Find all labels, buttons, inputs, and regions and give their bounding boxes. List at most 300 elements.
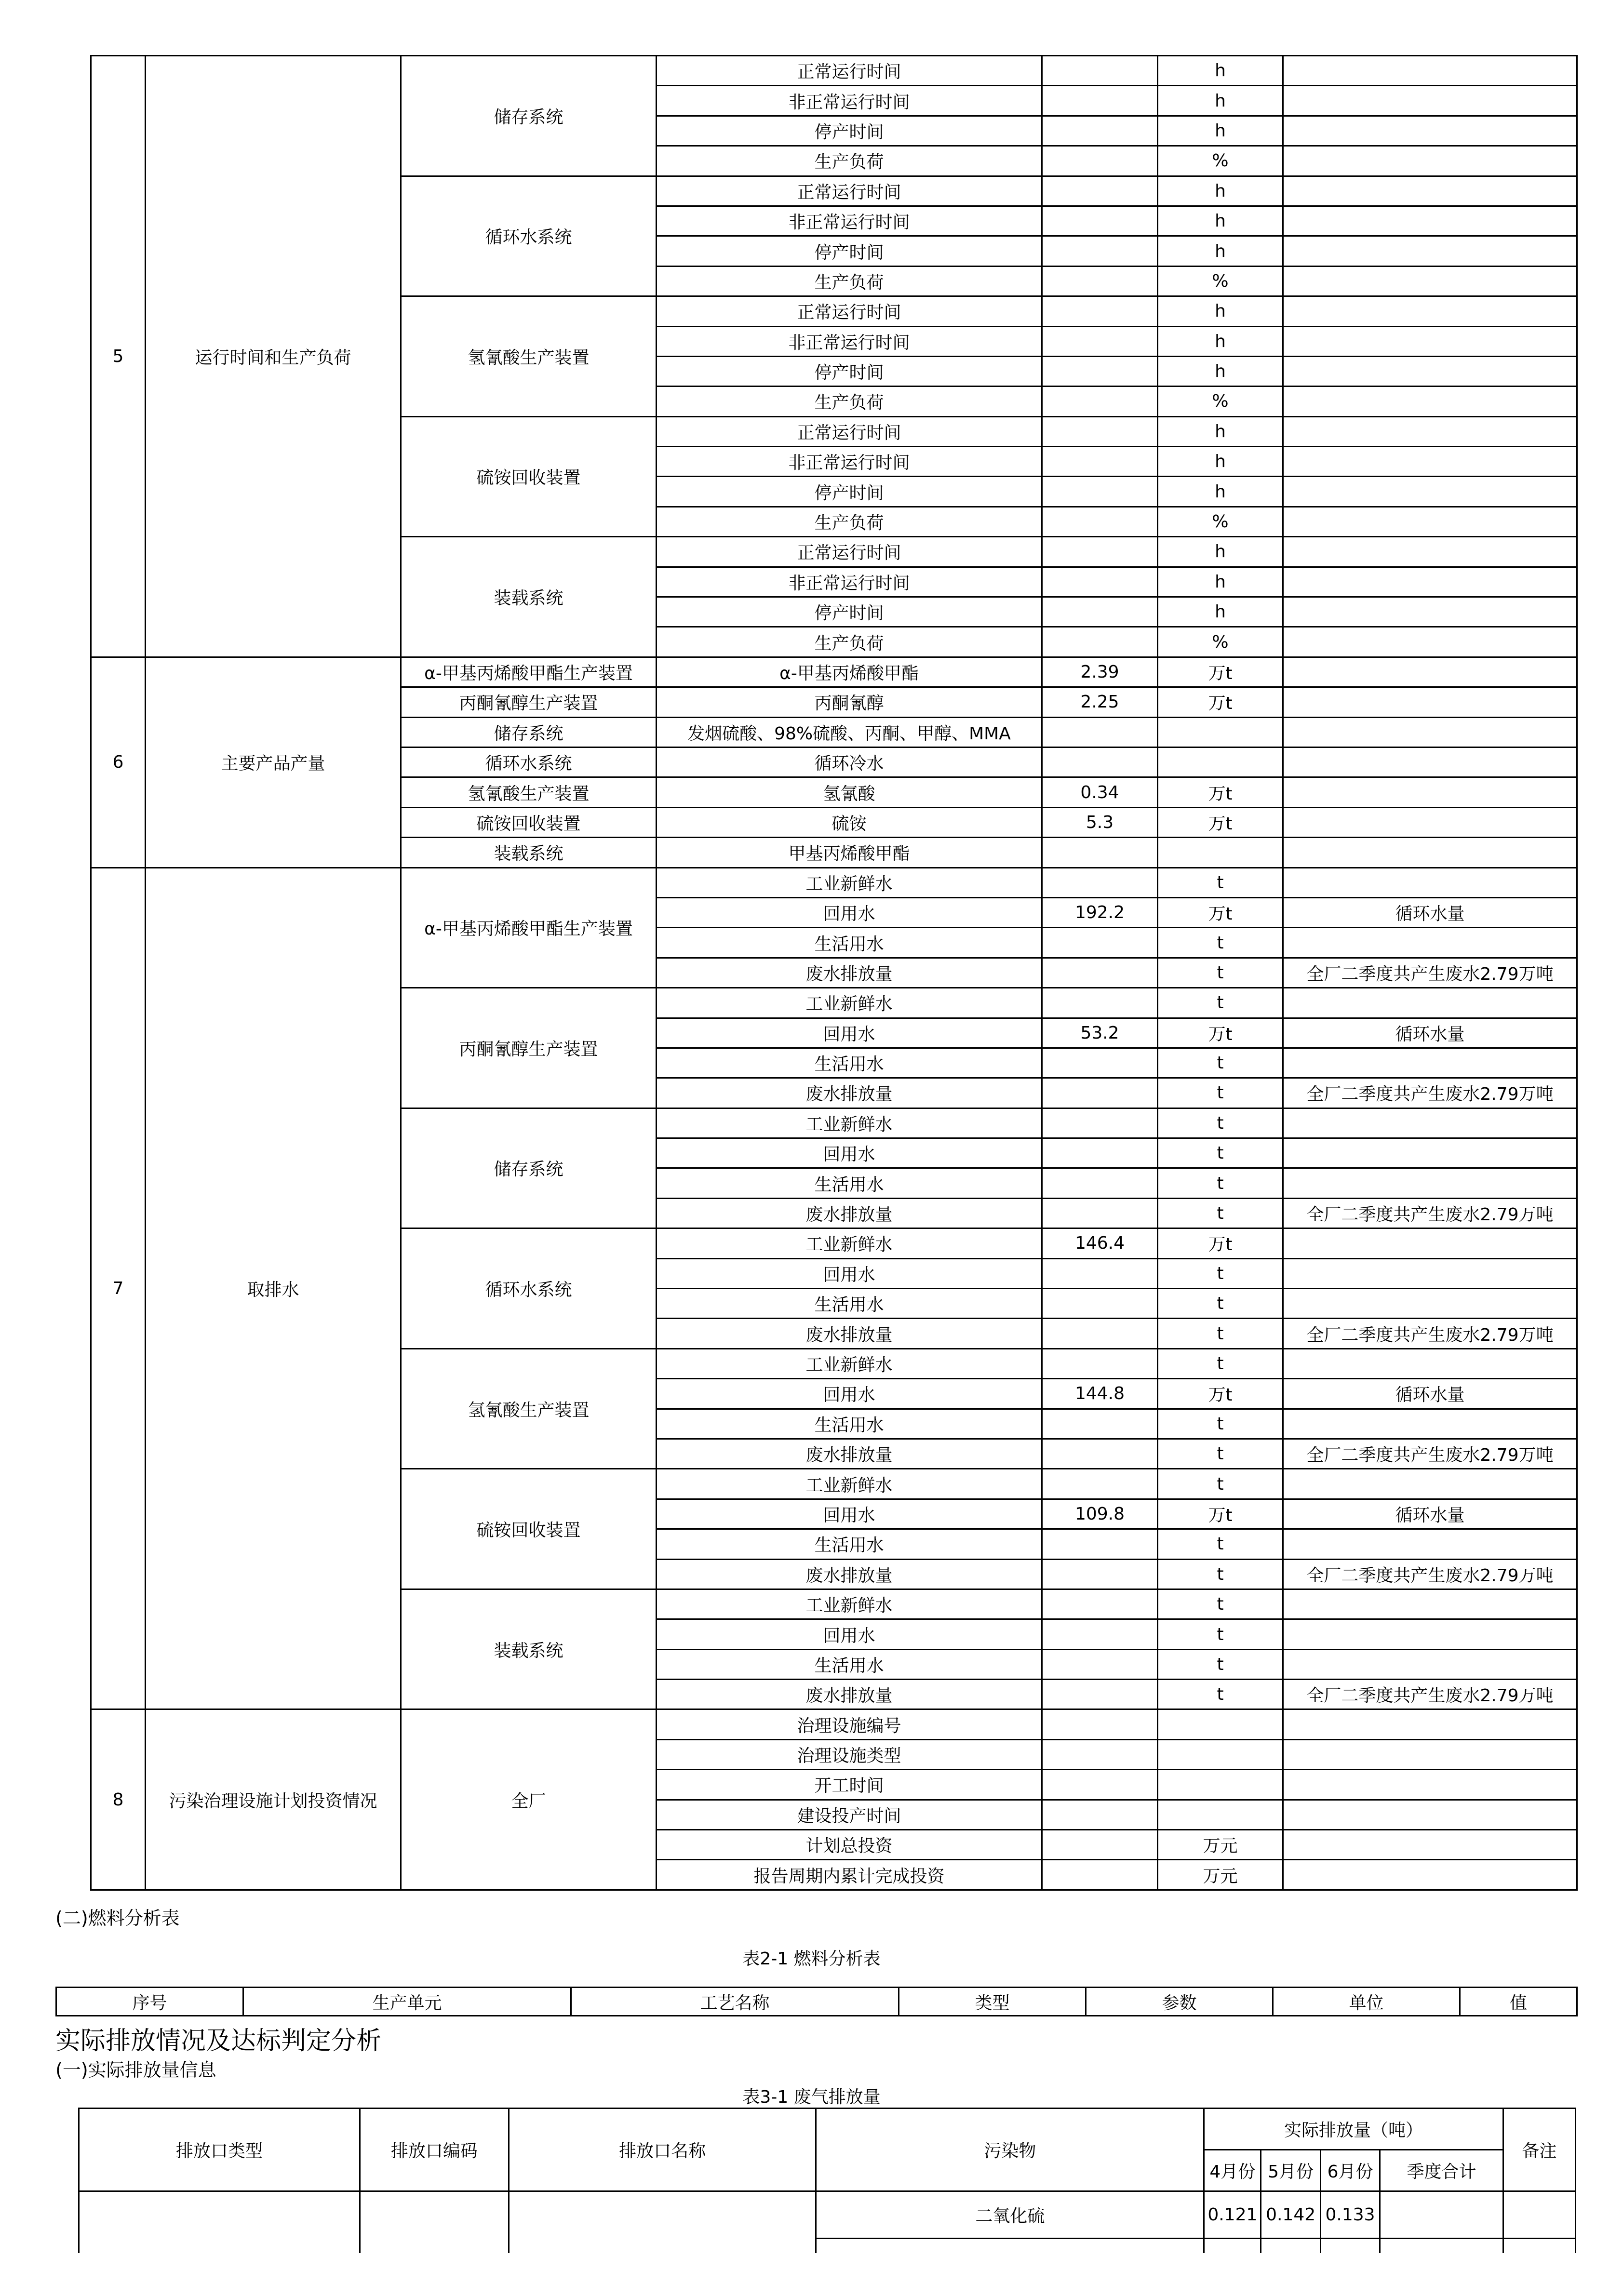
note-cell	[1283, 1529, 1577, 1559]
value-cell: 5.3	[1042, 807, 1158, 837]
unit-cell: %	[1158, 146, 1283, 176]
item-cell: 非正常运行时间	[657, 567, 1042, 597]
note-cell	[1283, 1649, 1577, 1679]
value-cell	[1042, 1108, 1158, 1138]
item-cell: α-甲基丙烯酸甲酯	[657, 657, 1042, 687]
note-cell	[1283, 56, 1577, 86]
value-cell	[1380, 2191, 1503, 2239]
table-row	[91, 1709, 1577, 1739]
unit-cell: h	[1158, 356, 1283, 386]
group-name-cell: 取排水	[146, 868, 401, 1709]
item-cell: 生活用水	[657, 928, 1042, 958]
group-number-cell: 7	[91, 868, 146, 1709]
value-cell	[1042, 1770, 1158, 1800]
unit-cell	[1158, 1800, 1283, 1829]
note-cell	[1283, 1168, 1577, 1198]
value-cell	[1042, 477, 1158, 507]
value-cell	[1042, 1739, 1158, 1769]
unit-cell: 万t	[1158, 897, 1283, 927]
item-cell: 非正常运行时间	[657, 86, 1042, 116]
group-name-cell: 污染治理设施计划投资情况	[146, 1709, 401, 1890]
unit-cell: t	[1158, 1258, 1283, 1288]
note-cell	[1283, 1860, 1577, 1890]
note-cell	[1283, 477, 1577, 507]
item-cell: 正常运行时间	[657, 296, 1042, 326]
item-cell: 废水排放量	[657, 1439, 1042, 1468]
item-cell: 回用水	[657, 1018, 1042, 1048]
unit-cell: t	[1158, 1409, 1283, 1439]
unit-cell: h	[1158, 477, 1283, 507]
value-cell	[1042, 266, 1158, 296]
unit-name-cell: 装载系统	[401, 537, 657, 657]
value-cell: 109.8	[1042, 1499, 1158, 1529]
value-cell: 146.4	[1042, 1228, 1158, 1258]
item-cell: 生活用水	[657, 1289, 1042, 1319]
note-cell	[1283, 597, 1577, 627]
unit-cell: h	[1158, 116, 1283, 146]
item-cell: 停产时间	[657, 597, 1042, 627]
unit-cell: t	[1158, 1529, 1283, 1559]
note-cell	[1283, 1348, 1577, 1378]
item-cell: 生活用水	[657, 1409, 1042, 1439]
unit-cell: %	[1158, 627, 1283, 657]
unit-cell: h	[1158, 326, 1283, 356]
value-cell	[1042, 206, 1158, 236]
item-cell: 正常运行时间	[657, 416, 1042, 446]
unit-cell: t	[1158, 1168, 1283, 1198]
item-cell: 生产负荷	[657, 266, 1042, 296]
note-cell: 全厂二季度共产生废水2.79万吨	[1283, 1559, 1577, 1589]
unit-name-cell: 循环水系统	[401, 176, 657, 296]
unit-cell: t	[1158, 1469, 1283, 1499]
note-cell	[1283, 1469, 1577, 1499]
note-cell	[1283, 1739, 1577, 1769]
item-cell: 工业新鲜水	[657, 1228, 1042, 1258]
value-cell	[1042, 56, 1158, 86]
value-cell	[1042, 1830, 1158, 1860]
header-cell: 值	[1460, 1988, 1577, 2016]
header-cell: 单位	[1273, 1988, 1460, 2016]
item-cell: 发烟硫酸、98%硫酸、丙酮、甲醇、MMA	[657, 717, 1042, 747]
unit-cell: h	[1158, 447, 1283, 477]
unit-cell: h	[1158, 416, 1283, 446]
unit-cell	[1158, 838, 1283, 868]
value-cell	[1042, 296, 1158, 326]
subsection-heading-actual: (一)实际排放量信息	[55, 2059, 216, 2081]
unit-cell: 万t	[1158, 657, 1283, 687]
unit-cell	[1158, 1739, 1283, 1769]
item-cell: 工业新鲜水	[657, 868, 1042, 897]
unit-cell: %	[1158, 266, 1283, 296]
unit-cell: 万t	[1158, 1379, 1283, 1409]
table-row	[91, 56, 1577, 86]
item-cell: 硫铵	[657, 807, 1042, 837]
note-cell: 全厂二季度共产生废水2.79万吨	[1283, 1439, 1577, 1468]
unit-name-cell: α-甲基丙烯酸甲酯生产装置	[401, 657, 657, 687]
value-cell	[1042, 507, 1158, 536]
value-cell	[1042, 1198, 1158, 1228]
value-cell	[1042, 416, 1158, 446]
value-cell	[1042, 1619, 1158, 1649]
unit-name-cell: 循环水系统	[401, 747, 657, 777]
item-cell: 生产负荷	[657, 507, 1042, 536]
table-row	[91, 657, 1577, 687]
value-cell	[1042, 387, 1158, 416]
value-cell	[1042, 958, 1158, 988]
note-cell	[1283, 988, 1577, 1018]
unit-cell	[1158, 747, 1283, 777]
value-cell	[1042, 747, 1158, 777]
table-caption-fuel: 表2-1 燃料分析表	[742, 1949, 881, 1969]
value-cell	[1042, 597, 1158, 627]
unit-cell: 万t	[1158, 807, 1283, 837]
item-cell: 正常运行时间	[657, 56, 1042, 86]
header-actual-emission: 实际排放量（吨）	[1204, 2109, 1503, 2150]
note-cell	[1283, 86, 1577, 116]
note-cell	[1283, 296, 1577, 326]
note-cell	[1283, 387, 1577, 416]
header-quarter-total: 季度合计	[1380, 2150, 1503, 2191]
note-cell	[1283, 567, 1577, 597]
note-cell	[1283, 1709, 1577, 1739]
value-cell: 144.8	[1042, 1379, 1158, 1409]
note-cell	[1283, 1048, 1577, 1078]
unit-name-cell: 装载系统	[401, 838, 657, 868]
item-cell: 工业新鲜水	[657, 1589, 1042, 1619]
unit-cell: 万t	[1158, 1018, 1283, 1048]
table-row	[91, 868, 1577, 897]
value-cell	[1042, 1258, 1158, 1288]
unit-cell: 万t	[1158, 1499, 1283, 1529]
value-cell	[1042, 1439, 1158, 1468]
unit-name-cell: 丙酮氰醇生产装置	[401, 687, 657, 717]
note-cell	[1503, 2191, 1575, 2239]
item-cell: 回用水	[657, 897, 1042, 927]
note-cell	[1283, 928, 1577, 958]
value-cell	[1042, 116, 1158, 146]
note-cell: 循环水量	[1283, 1379, 1577, 1409]
item-cell: 废水排放量	[657, 958, 1042, 988]
item-cell: 工业新鲜水	[657, 1348, 1042, 1378]
unit-cell: h	[1158, 537, 1283, 567]
note-cell	[1283, 1770, 1577, 1800]
unit-cell: h	[1158, 597, 1283, 627]
item-cell: 非正常运行时间	[657, 326, 1042, 356]
note-cell: 全厂二季度共产生废水2.79万吨	[1283, 1198, 1577, 1228]
note-cell	[1283, 1108, 1577, 1138]
value-cell	[1042, 176, 1158, 206]
item-cell: 生产负荷	[657, 146, 1042, 176]
unit-cell: 万t	[1158, 777, 1283, 807]
item-cell: 生活用水	[657, 1168, 1042, 1198]
value-cell	[1042, 1469, 1158, 1499]
note-cell	[1283, 1258, 1577, 1288]
note-cell	[1283, 1409, 1577, 1439]
note-cell	[1283, 266, 1577, 296]
unit-cell: h	[1158, 236, 1283, 266]
note-cell	[1283, 1228, 1577, 1258]
item-cell: 氢氰酸	[657, 777, 1042, 807]
unit-name-cell: 硫铵回收装置	[401, 416, 657, 537]
item-cell: 停产时间	[657, 477, 1042, 507]
value-cell	[1042, 1289, 1158, 1319]
unit-name-cell: 全厂	[401, 1709, 657, 1890]
value-cell: 0.121	[1204, 2191, 1261, 2239]
value-cell	[1042, 146, 1158, 176]
unit-name-cell: α-甲基丙烯酸甲酯生产装置	[401, 868, 657, 988]
header-pollutant: 污染物	[816, 2109, 1204, 2191]
note-cell	[1283, 717, 1577, 747]
item-cell: 工业新鲜水	[657, 1469, 1042, 1499]
unit-cell: t	[1158, 1619, 1283, 1649]
unit-cell: t	[1158, 1138, 1283, 1168]
value-cell	[1042, 567, 1158, 597]
group-number-cell: 6	[91, 657, 146, 868]
note-cell	[1283, 687, 1577, 717]
item-cell: 治理设施类型	[657, 1739, 1042, 1769]
unit-cell: %	[1158, 507, 1283, 536]
unit-cell: t	[1158, 1108, 1283, 1138]
header-outlet-code: 排放口编码	[360, 2109, 509, 2191]
unit-cell: t	[1158, 1198, 1283, 1228]
unit-cell: 万t	[1158, 687, 1283, 717]
note-cell	[1283, 657, 1577, 687]
item-cell: 生活用水	[657, 1048, 1042, 1078]
header-cell: 参数	[1086, 1988, 1273, 2016]
note-cell: 全厂二季度共产生废水2.79万吨	[1283, 1319, 1577, 1348]
item-cell: 循环冷水	[657, 747, 1042, 777]
item-cell: 计划总投资	[657, 1830, 1042, 1860]
value-cell	[1042, 236, 1158, 266]
note-cell	[1283, 747, 1577, 777]
value-cell	[1042, 717, 1158, 747]
header-month: 4月份	[1204, 2150, 1261, 2191]
note-cell	[1283, 1138, 1577, 1168]
value-cell	[1042, 86, 1158, 116]
value-cell	[1042, 1709, 1158, 1739]
note-cell	[1283, 1800, 1577, 1829]
value-cell: 0.34	[1042, 777, 1158, 807]
unit-cell: t	[1158, 868, 1283, 897]
item-cell: 回用水	[657, 1499, 1042, 1529]
unit-cell: t	[1158, 1319, 1283, 1348]
header-outlet-name: 排放口名称	[509, 2109, 816, 2191]
fuel-table-header-row	[56, 1988, 1577, 2016]
value-cell	[1042, 1048, 1158, 1078]
item-cell: 治理设施编号	[657, 1709, 1042, 1739]
note-cell	[1283, 206, 1577, 236]
unit-cell: t	[1158, 958, 1283, 988]
item-cell: 生产负荷	[657, 627, 1042, 657]
item-cell: 工业新鲜水	[657, 988, 1042, 1018]
item-cell: 建设投产时间	[657, 1800, 1042, 1829]
note-cell	[1283, 1619, 1577, 1649]
unit-cell: t	[1158, 1289, 1283, 1319]
unit-name-cell: 氢氰酸生产装置	[401, 777, 657, 807]
item-cell: 非正常运行时间	[657, 447, 1042, 477]
header-month: 6月份	[1320, 2150, 1380, 2191]
value-cell	[1042, 1138, 1158, 1168]
unit-cell: h	[1158, 206, 1283, 236]
value-cell	[1042, 838, 1158, 868]
note-cell	[1283, 176, 1577, 206]
note-cell	[1283, 1289, 1577, 1319]
value-cell	[1042, 537, 1158, 567]
value-cell	[1042, 447, 1158, 477]
value-cell	[1042, 627, 1158, 657]
note-cell	[1283, 236, 1577, 266]
value-cell	[1042, 356, 1158, 386]
note-cell	[1283, 868, 1577, 897]
unit-cell	[1158, 1770, 1283, 1800]
value-cell	[1042, 1860, 1158, 1890]
unit-cell: h	[1158, 567, 1283, 597]
note-cell	[1283, 537, 1577, 567]
item-cell: 正常运行时间	[657, 537, 1042, 567]
unit-name-cell: 氢氰酸生产装置	[401, 296, 657, 417]
value-cell: 0.142	[1261, 2191, 1320, 2239]
unit-cell: h	[1158, 56, 1283, 86]
unit-cell: t	[1158, 1559, 1283, 1589]
value-cell	[1042, 1559, 1158, 1589]
unit-cell: t	[1158, 1078, 1283, 1108]
item-cell: 废水排放量	[657, 1198, 1042, 1228]
item-cell: 回用水	[657, 1258, 1042, 1288]
note-cell	[1283, 356, 1577, 386]
header-note: 备注	[1503, 2109, 1575, 2191]
value-cell	[1042, 1680, 1158, 1709]
note-cell: 全厂二季度共产生废水2.79万吨	[1283, 1078, 1577, 1108]
header-cell: 序号	[56, 1988, 243, 2016]
header-outlet-type: 排放口类型	[79, 2109, 360, 2191]
note-cell	[1283, 838, 1577, 868]
item-cell: 停产时间	[657, 116, 1042, 146]
unit-name-cell: 丙酮氰醇生产装置	[401, 988, 657, 1108]
table-row	[79, 2191, 1576, 2239]
unit-cell	[1158, 1709, 1283, 1739]
pollutant-cell: 二氧化硫	[816, 2191, 1204, 2239]
item-cell: 停产时间	[657, 236, 1042, 266]
note-cell: 循环水量	[1283, 897, 1577, 927]
note-cell	[1283, 116, 1577, 146]
note-cell	[1283, 447, 1577, 477]
item-cell: 停产时间	[657, 356, 1042, 386]
unit-cell: t	[1158, 1439, 1283, 1468]
unit-cell: t	[1158, 928, 1283, 958]
value-cell: 53.2	[1042, 1018, 1158, 1048]
value-cell	[1042, 1409, 1158, 1439]
unit-cell: t	[1158, 1048, 1283, 1078]
section-heading-emissions: 实际排放情况及达标判定分析	[55, 2027, 382, 2056]
value-cell	[1042, 1800, 1158, 1829]
item-cell: 正常运行时间	[657, 176, 1042, 206]
section-heading-fuel: (二)燃料分析表	[55, 1908, 180, 1929]
unit-cell: t	[1158, 1589, 1283, 1619]
note-cell	[1283, 416, 1577, 446]
unit-name-cell: 储存系统	[401, 717, 657, 747]
item-cell: 工业新鲜水	[657, 1108, 1042, 1138]
item-cell: 回用水	[657, 1379, 1042, 1409]
note-cell	[1283, 146, 1577, 176]
note-cell: 全厂二季度共产生废水2.79万吨	[1283, 1680, 1577, 1709]
unit-cell: h	[1158, 296, 1283, 326]
unit-cell: t	[1158, 1680, 1283, 1709]
unit-cell: h	[1158, 176, 1283, 206]
value-cell	[1042, 928, 1158, 958]
value-cell	[1042, 1529, 1158, 1559]
note-cell	[1283, 627, 1577, 657]
operation-data-table	[90, 55, 1578, 1891]
note-cell	[1283, 507, 1577, 536]
unit-cell: 万元	[1158, 1860, 1283, 1890]
header-cell: 工艺名称	[571, 1988, 899, 2016]
group-number-cell: 8	[91, 1709, 146, 1890]
value-cell	[1042, 988, 1158, 1018]
unit-cell: h	[1158, 86, 1283, 116]
item-cell: 甲基丙烯酸甲酯	[657, 838, 1042, 868]
item-cell: 丙酮氰醇	[657, 687, 1042, 717]
fuel-analysis-table	[55, 1987, 1578, 2016]
unit-cell: t	[1158, 1649, 1283, 1679]
item-cell: 非正常运行时间	[657, 206, 1042, 236]
value-cell	[1042, 1589, 1158, 1619]
value-cell	[1042, 1649, 1158, 1679]
value-cell: 0.133	[1320, 2191, 1380, 2239]
note-cell: 循环水量	[1283, 1499, 1577, 1529]
table-caption-gas: 表3-1 废气排放量	[742, 2087, 881, 2107]
note-cell	[1283, 807, 1577, 837]
item-cell: 废水排放量	[657, 1680, 1042, 1709]
note-cell	[1283, 777, 1577, 807]
item-cell: 开工时间	[657, 1770, 1042, 1800]
item-cell: 生活用水	[657, 1649, 1042, 1679]
unit-name-cell: 装载系统	[401, 1589, 657, 1709]
item-cell: 回用水	[657, 1138, 1042, 1168]
value-cell: 2.39	[1042, 657, 1158, 687]
item-cell: 废水排放量	[657, 1319, 1042, 1348]
group-name-cell: 运行时间和生产负荷	[146, 56, 401, 657]
unit-cell: 万t	[1158, 1228, 1283, 1258]
unit-name-cell: 硫铵回收装置	[401, 807, 657, 837]
value-cell: 192.2	[1042, 897, 1158, 927]
item-cell: 报告周期内累计完成投资	[657, 1860, 1042, 1890]
value-cell: 2.25	[1042, 687, 1158, 717]
unit-cell: 万元	[1158, 1830, 1283, 1860]
value-cell	[1042, 1078, 1158, 1108]
note-cell: 全厂二季度共产生废水2.79万吨	[1283, 958, 1577, 988]
header-cell: 生产单元	[243, 1988, 571, 2016]
header-cell: 类型	[899, 1988, 1086, 2016]
value-cell	[1042, 1348, 1158, 1378]
note-cell	[1283, 1830, 1577, 1860]
unit-name-cell: 储存系统	[401, 56, 657, 176]
gas-header-row-1	[79, 2109, 1576, 2150]
item-cell: 废水排放量	[657, 1078, 1042, 1108]
item-cell: 回用水	[657, 1619, 1042, 1649]
unit-cell	[1158, 717, 1283, 747]
unit-cell: t	[1158, 1348, 1283, 1378]
item-cell: 生产负荷	[657, 387, 1042, 416]
unit-cell: %	[1158, 387, 1283, 416]
item-cell: 废水排放量	[657, 1559, 1042, 1589]
value-cell	[1042, 1319, 1158, 1348]
group-name-cell: 主要产品产量	[146, 657, 401, 868]
unit-name-cell: 硫铵回收装置	[401, 1469, 657, 1589]
value-cell	[1042, 326, 1158, 356]
note-cell	[1283, 1589, 1577, 1619]
unit-cell: t	[1158, 988, 1283, 1018]
group-number-cell: 5	[91, 56, 146, 657]
